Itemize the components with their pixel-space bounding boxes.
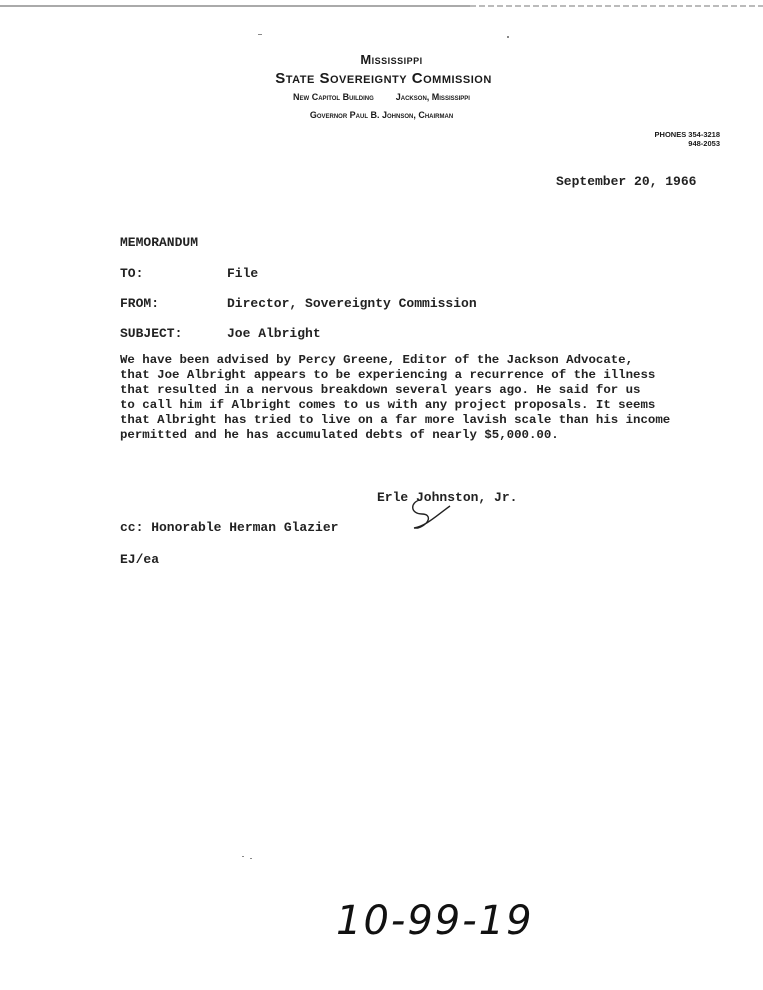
body-line: We have been advised by Percy Greene, Editor of the Jackson Advocate, <box>120 353 634 367</box>
initials: EJ/ea <box>120 552 160 567</box>
memo-heading: MEMORANDUM <box>120 235 199 250</box>
scan-speck <box>258 34 262 35</box>
from-label: FROM: <box>120 296 160 311</box>
signature-mark <box>406 494 466 544</box>
letterhead-building: New Capitol Building <box>293 92 374 102</box>
body-line: that Joe Albright appears to be experiencing a recurrence of the illness <box>120 368 656 382</box>
body-line: that resulted in a nervous breakdown several years ago. He said for us <box>120 383 641 397</box>
body-line: that Albright has tried to live on a far more lavish scale than his income <box>120 413 671 427</box>
scan-speck <box>250 858 252 859</box>
scan-speck <box>242 856 244 857</box>
to-label: TO: <box>120 266 144 281</box>
phone-line-1: PHONES 354-3218 <box>654 130 720 139</box>
from-value: Director, Sovereignty Commission <box>227 296 477 311</box>
letterhead-state: Mississippi <box>360 52 423 67</box>
subject-label: SUBJECT: <box>120 326 183 341</box>
letterhead-address <box>0 92 763 102</box>
memo-date: September 20, 1966 <box>556 174 697 189</box>
handwritten-number: 10-99-19 <box>336 898 534 944</box>
letterhead-chairman: Governor Paul B. Johnson, Chairman <box>309 110 454 120</box>
phone-line-2: 948-2053 <box>688 139 720 148</box>
body-line: permitted and he has accumulated debts of nearly $5,000.00. <box>120 428 559 442</box>
letterhead-city: Jackson, Mississippi <box>395 92 470 102</box>
signature-name: Erle Johnston, Jr. <box>377 490 518 505</box>
scan-speck <box>507 36 509 38</box>
letterhead-commission: State Sovereignty Commission <box>275 70 492 87</box>
cc-line: cc: Honorable Herman Glazier <box>120 520 339 535</box>
subject-value: Joe Albright <box>227 326 321 341</box>
body-line: to call him if Albright comes to us with any project proposals. It seems <box>120 398 656 412</box>
scan-edge-line <box>0 4 763 8</box>
to-value: File <box>227 266 259 281</box>
